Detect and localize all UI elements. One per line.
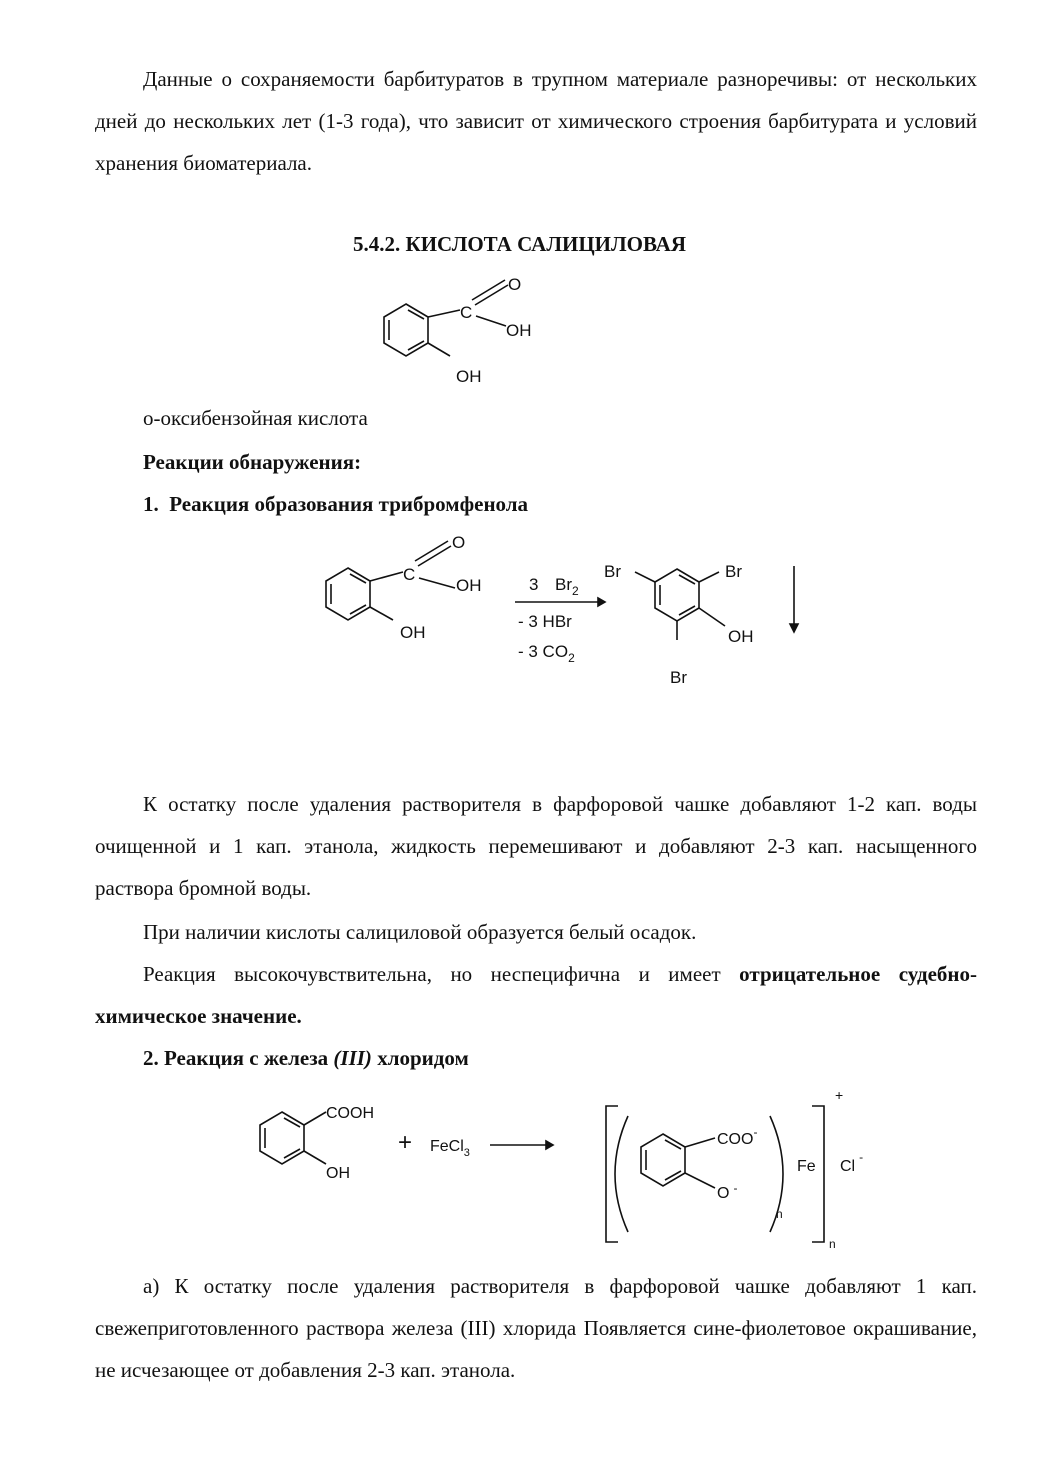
reactant-carbon-label: C — [403, 565, 416, 584]
reagent-coef: 3 — [529, 575, 539, 594]
tribromophenol-reaction-scheme — [315, 528, 815, 698]
reactant-acid-oh-label: OH — [456, 576, 482, 595]
byproduct-hbr: - 3 HBr — [518, 612, 572, 631]
reaction2-heading: 2. Реакция с железа (III) хлоридом — [143, 1046, 469, 1070]
reaction2-paragraph-a: а) К остатку после удаления растворителя в фарфоровой чашке добавляют 1 кап. свежеприготовленного раствора железа (III) хлорида Появляется сине-фиолетовое окрашивание, не исчезающее от добавления 2-3 кап. этанола. — [95, 1274, 977, 1382]
product-oh: OH — [728, 627, 754, 646]
complex-charge: + — [835, 1087, 844, 1103]
byproduct-co2: - 3 $CO_2$ — [518, 642, 575, 665]
carboxylate-label: COO- — [717, 1125, 758, 1148]
inner-n-label: n — [776, 1207, 783, 1221]
reaction1-paragraph2: При наличии кислоты салициловой образуется белый осадок. — [143, 920, 697, 944]
acid-oh-label: OH — [506, 321, 532, 340]
outer-n-label: n — [829, 1237, 836, 1251]
intro-paragraph: Данные о сохраняемости барбитуратов в трупном материале разноречивы: от нескольких дней до нескольких лет (1-3 года), что зависит от химического строения барбитурата и условий хранения биоматериала. — [95, 67, 977, 175]
chloride-label: Cl- — [840, 1150, 864, 1175]
carbon-label: C — [460, 303, 473, 322]
detection-heading: Реакции обнаружения: — [143, 450, 362, 474]
product-br-bottom: Br — [670, 668, 687, 687]
oxygen-label: O — [508, 275, 522, 294]
salicylic-acid-structure — [370, 270, 550, 390]
reaction1-paragraph3: Реакция высокочувствительна, но неспецифична и имеет отрицательное судебно-химическое значение. — [95, 962, 977, 1028]
phenol-oh-label-2: OH — [326, 1165, 350, 1182]
reaction1-heading — [143, 483, 1025, 525]
cooh-label: COOH — [326, 1105, 374, 1122]
reaction1-paragraph1: К остатку после удаления растворителя в фарфоровой чашке добавляют 1-2 кап. воды очищенной и 1 кап. этанола, жидкость перемешивают и добавляют 2-3 кап. насыщенного раствора бромной воды. — [95, 792, 977, 900]
reactant-oxygen-label: O — [452, 533, 466, 552]
fecl3-label: FeCl$_3$ — [430, 1138, 470, 1159]
reaction1-title: Реакция образования трибромфенола — [169, 492, 529, 516]
iron-label: Fe — [797, 1158, 816, 1175]
iron-chloride-reaction-scheme — [250, 1088, 890, 1253]
phenol-oh-label: OH — [456, 367, 482, 386]
section-title: 5.4.2. КИСЛОТА САЛИЦИЛОВАЯ — [353, 232, 686, 256]
plus-sign: + — [398, 1129, 413, 1156]
synonym-text: о-оксибензойная кислота — [143, 406, 368, 430]
precipitate-arrow-icon — [790, 624, 798, 632]
product-br-left: Br — [604, 562, 621, 581]
reactant-phenol-oh-label: OH — [400, 623, 426, 642]
phenoxide-label: O - — [717, 1181, 738, 1202]
reagent-bromine: $Br_2$ — [555, 575, 579, 598]
product-br-right: Br — [725, 562, 742, 581]
reaction1-number: 1. — [143, 492, 159, 516]
